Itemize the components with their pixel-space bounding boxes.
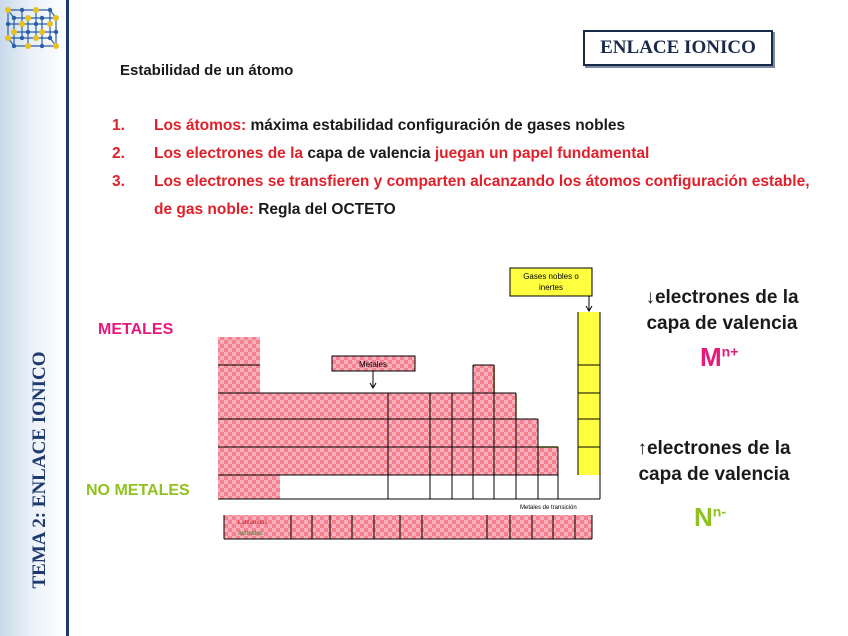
anion-symbol: [694, 502, 726, 533]
vertical-title: TEMA 2: ENLACE IONICO: [29, 351, 50, 589]
anion-base: N: [694, 502, 713, 532]
rule-text: máxima estabilidad configuración de gases nobles: [250, 117, 626, 134]
page-title: ENLACE IONICO: [583, 30, 773, 66]
metals-step-cell: [538, 447, 558, 475]
subtitle: Estabilidad de un átomo: [120, 62, 294, 79]
gases-nobles-label: Gases nobles o: [523, 272, 579, 281]
anion-text-1: electrones de la: [646, 438, 791, 459]
cation-base: M: [700, 342, 722, 372]
rule-text: Regla del OCTETO: [258, 201, 396, 218]
gases-nobles-label: inertes: [538, 283, 564, 292]
anion-description: [624, 436, 804, 488]
no-metales-label: NO METALES: [86, 482, 190, 499]
rule-number: 3.: [112, 173, 125, 190]
up-arrow-icon: ↑: [637, 438, 647, 459]
rule-text-red: Los electrones se transfieren y comparten alcanzando los átomos configuración estable, de gas noble:: [154, 173, 810, 218]
rule-number: 1.: [112, 117, 125, 134]
lanthanides-label: Lantánidos: [238, 520, 268, 526]
main-metals-block: [218, 393, 516, 475]
cation-line-1: [632, 285, 812, 311]
cation-text-2: capa de valencia: [646, 313, 798, 334]
down-arrow-icon: ↓: [645, 287, 655, 308]
transition-note: Metales de transición: [520, 505, 577, 511]
metales-box-label: Metales: [358, 360, 388, 369]
rule-text: capa de valencia: [307, 145, 435, 162]
cation-description: [632, 285, 812, 337]
anion-text-2: capa de valencia: [638, 464, 790, 485]
group13-top-cell: [473, 365, 495, 393]
cation-symbol: [700, 342, 738, 373]
cation-text-1: electrones de la: [654, 287, 799, 308]
metales-label: METALES: [98, 321, 174, 338]
anion-line-1: [624, 436, 804, 462]
anion-charge: n-: [712, 503, 726, 520]
cation-charge: n+: [721, 343, 739, 360]
lanthanide-actinide-block: [224, 515, 592, 539]
bottom-left-block: [218, 475, 280, 499]
rule-text-red: Los átomos:: [154, 117, 251, 134]
actinides-label: Actínidos: [238, 531, 263, 537]
rule-text-red: Los electrones de la: [154, 145, 308, 162]
rule-text-red: juegan un papel fundamental: [434, 145, 650, 162]
rule-number: 2.: [112, 145, 125, 162]
